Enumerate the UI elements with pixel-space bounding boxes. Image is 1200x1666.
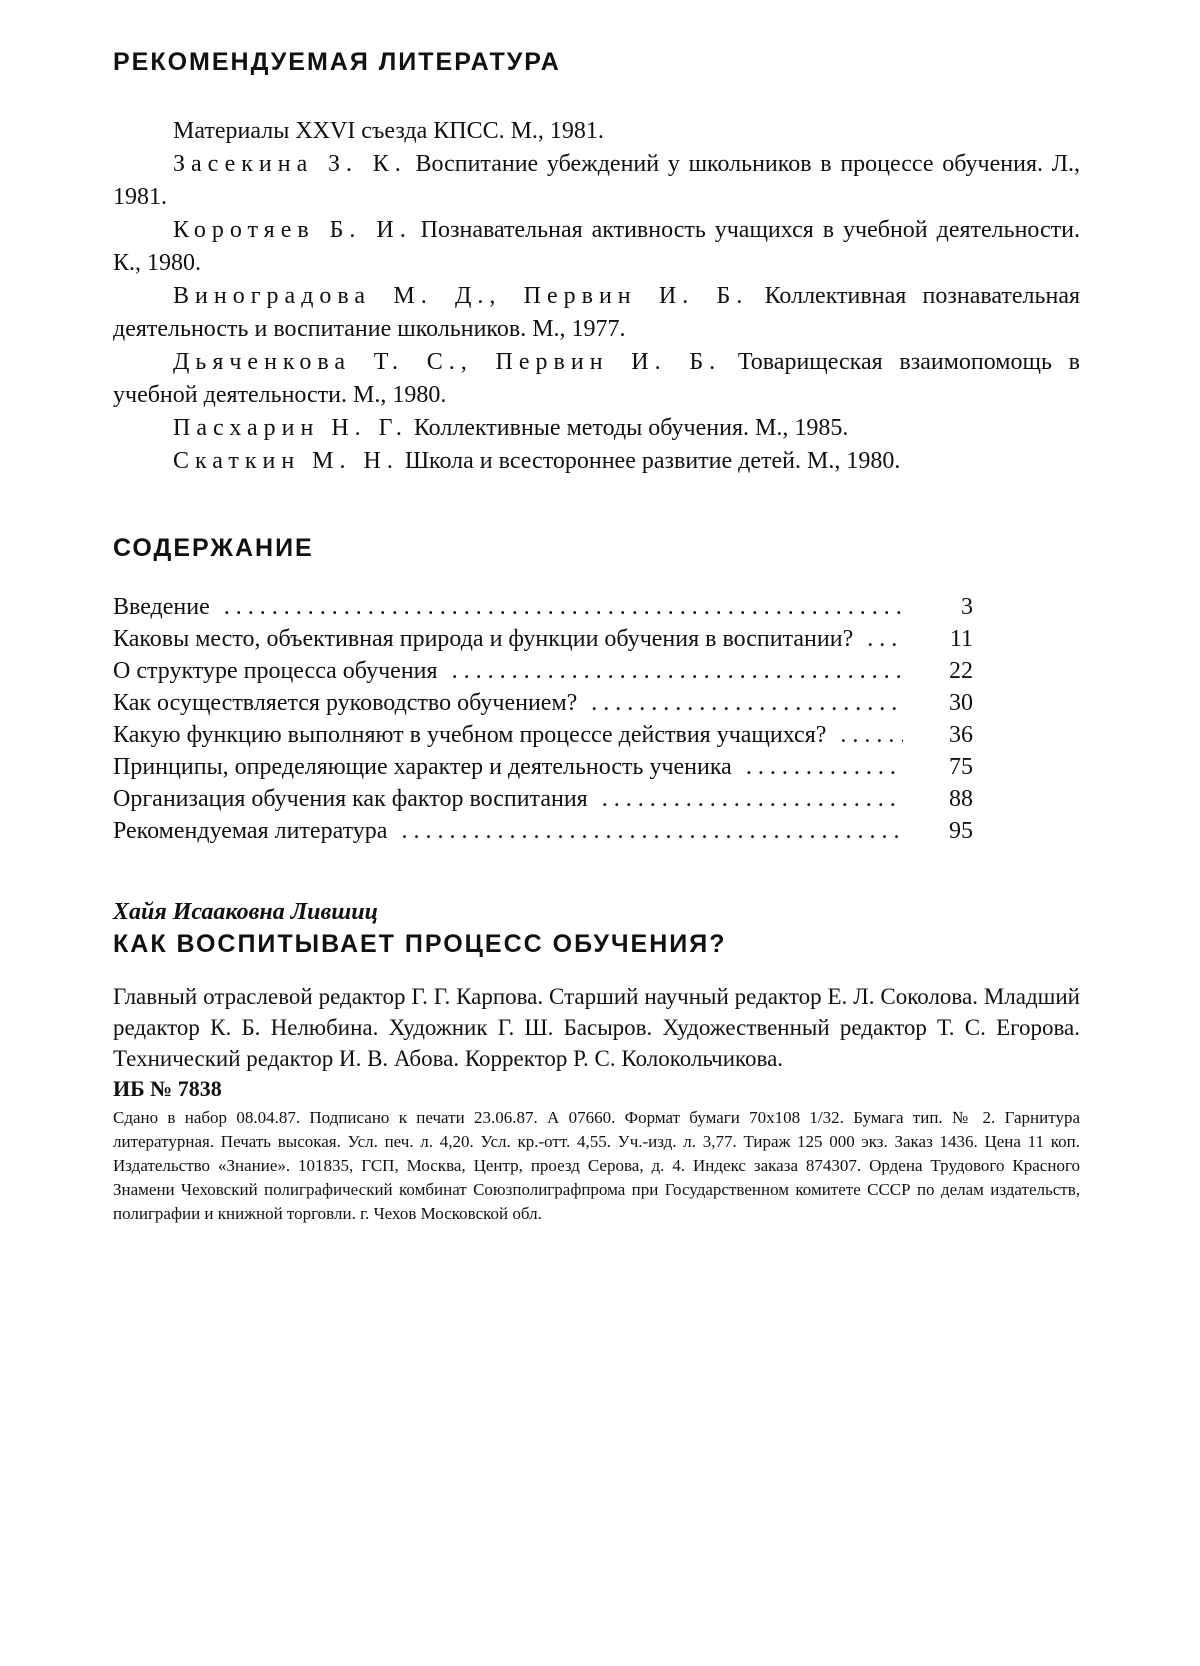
imprint-details: Сдано в набор 08.04.87. Подписано к печати 23.06.87. А 07660. Формат бумаги 70х108 1/32. Бумага тип. № 2. Гарнитура литературная. Печать высокая. Усл. печ. л. 4,20. Усл. кр.-отт. 4,55. Уч.-изд. л. 3,77. Тираж 125 000 экз. Заказ 1436. Цена 11 коп. Издательство «Знание». 101835, ГСП, Москва, Центр, проезд Серова, д. 4. Индекс заказа 874307. Ордена Трудового Красного Знамени Чеховский полиграфический комбинат Союзполиграфпрома при Государственном комитете СССР по делам издательств, полиграфии и книжной торговли. г. Чехов Московской обл. [113,1108,1080,1223]
literature-list [113,115,1080,478]
literature-item-author: Засекина З. К. [173,151,407,177]
toc-item-page: 75 [903,751,973,783]
literature-item [113,115,1080,148]
literature-item [113,280,1080,346]
toc-item-page: 88 [903,783,973,815]
literature-item [113,346,1080,412]
toc-item [113,719,973,751]
book-title: КАК ВОСПИТЫВАЕТ ПРОЦЕСС ОБУЧЕНИЯ? [113,930,727,958]
toc-item-page: 36 [903,719,973,751]
toc-item [113,687,973,719]
literature-item-author: Пасхарин Н. Г. [173,415,408,441]
toc-item [113,655,973,687]
editorial-credits: Главный отраслевой редактор Г. Г. Карпова. Старший научный редактор Е. Л. Соколова. Младший редактор К. Б. Нелюбина. Художник Г. Ш. Басыров. Художественный редактор Т. С. Егорова. Технический редактор И. В. Абова. Корректор Р. С. Колокольчикова. [113,984,1080,1071]
toc-item [113,623,973,655]
toc-item-page: 22 [903,655,973,687]
literature-item [113,412,1080,445]
literature-item-text: Школа и всестороннее развитие детей. М., 1980. [398,448,901,474]
literature-item [113,445,1080,478]
toc-item [113,815,973,847]
toc-item-title: Как осуществляется руководство обучением? [113,690,583,716]
literature-item-text: Воспитание убеждений у школьников в процессе обучения. Л., 1981. [113,151,1080,210]
toc-item-page: 95 [903,815,973,847]
ib-number: ИБ № 7838 [113,1076,222,1101]
table-of-contents [113,591,973,847]
toc-item-page: 3 [903,591,973,623]
toc-item-title: О структуре процесса обучения [113,658,444,684]
toc-item-title: Рекомендуемая литература [113,818,393,844]
toc-item [113,783,973,815]
literature-item-text: Материалы XXVI съезда КПСС. М., 1981. [173,118,604,144]
toc-item-page: 11 [903,623,973,655]
literature-item-text: Коллективная познавательная деятельность и воспитание школьников. М., 1977. [113,283,1081,342]
toc-item [113,591,973,623]
literature-item-author: Виноградова М. Д., Первин И. Б. [173,283,749,309]
literature-item-author: Дьяченкова Т. С., Первин И. Б. [173,349,722,375]
literature-item [113,148,1080,214]
literature-item-text: Коллективные методы обучения. М., 1985. [407,415,849,441]
toc-item-title: Принципы, определяющие характер и деятельность ученика [113,754,738,780]
literature-heading: РЕКОМЕНДУЕМАЯ ЛИТЕРАТУРА [113,48,561,76]
literature-item-text: Товарищеская взаимопомощь в учебной деятельности. М., 1980. [113,349,1080,408]
toc-item-title: Организация обучения как фактор воспитания [113,786,594,812]
literature-item-text: Познавательная активность учащихся в учебной деятельности. К., 1980. [113,217,1080,276]
contents-heading: СОДЕРЖАНИЕ [113,534,314,562]
literature-item-author: Коротяев Б. И. [173,217,412,243]
literature-item [113,214,1080,280]
toc-item [113,751,973,783]
toc-item-title: Каковы место, объективная природа и функции обучения в воспитании? [113,626,859,652]
toc-item-title: Введение [113,594,216,620]
toc-item-page: 30 [903,687,973,719]
book-author: Хайя Исааковна Лившиц [113,899,378,925]
toc-item-title: Какую функцию выполняют в учебном процессе действия учащихся? [113,722,832,748]
literature-item-author: Скаткин М. Н. [173,448,399,474]
